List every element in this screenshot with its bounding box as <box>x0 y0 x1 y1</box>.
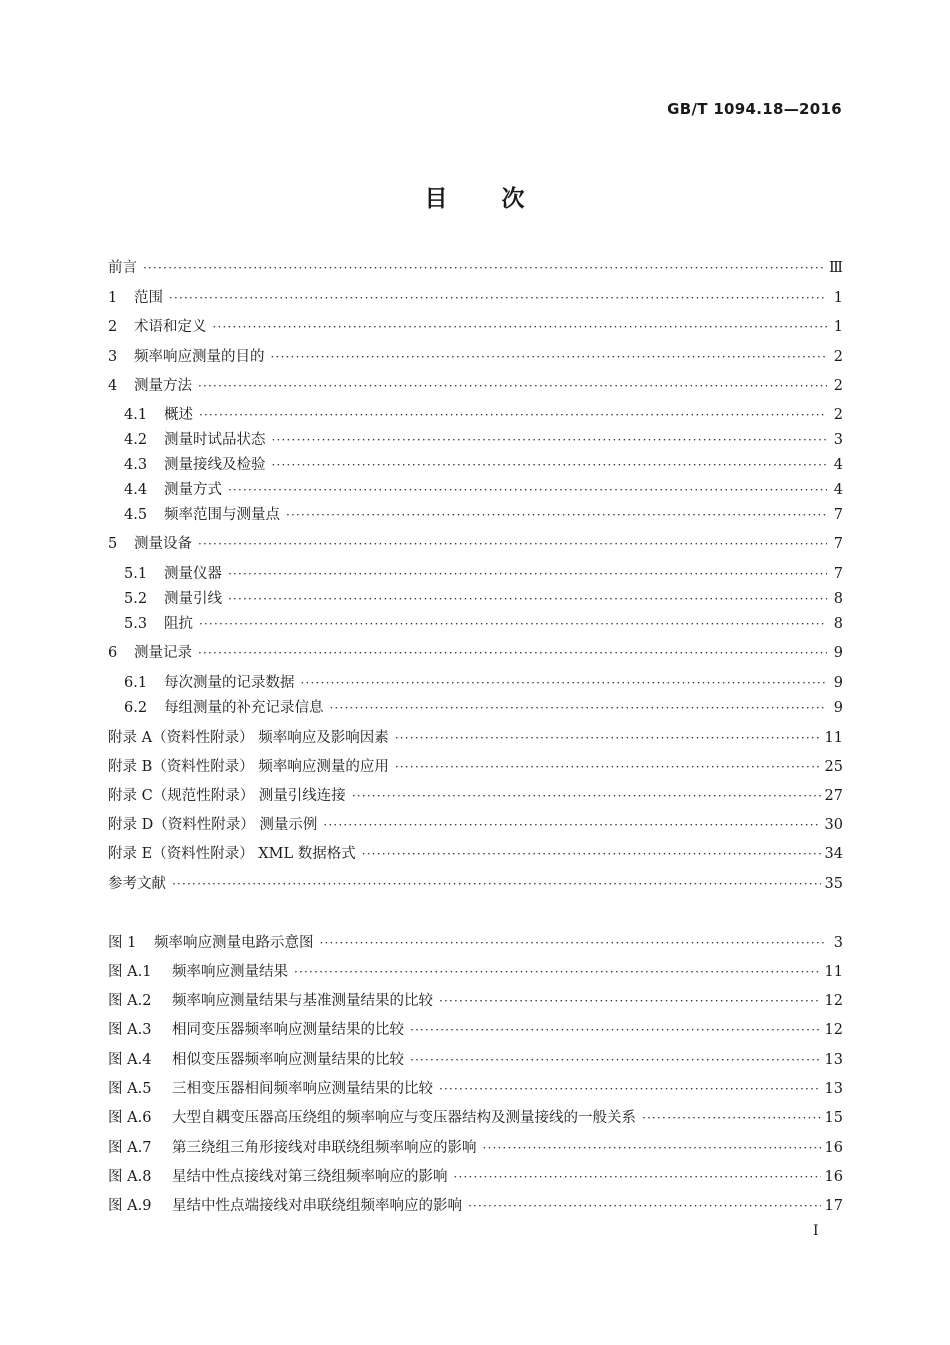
toc-entry-title: 每组测量的补充记录信息 <box>164 700 324 716</box>
toc-entry-number: 4 <box>108 378 118 394</box>
dot-leader <box>362 844 821 864</box>
toc-entry-page: 4 <box>833 482 843 498</box>
toc-entry-number: 1 <box>108 290 118 306</box>
toc-entry-title: 测量接线及检验 <box>164 457 266 473</box>
toc-entry-page: 1 <box>833 319 843 335</box>
dot-leader <box>143 258 825 278</box>
toc-entry-number: 3 <box>108 349 118 365</box>
toc-entry-page: 30 <box>824 817 843 833</box>
toc-entry-title: 前言 <box>108 260 137 276</box>
dot-leader <box>172 874 821 894</box>
toc-entry[interactable] <box>108 258 843 278</box>
toc-entry-title: 大型自耦变压器高压绕组的频率响应与变压器结构及测量接线的一般关系 <box>172 1110 636 1126</box>
dot-leader <box>410 1050 821 1070</box>
toc-entry-title: 频率响应测量电路示意图 <box>154 935 314 951</box>
toc-entry-title: 测量方法 <box>134 378 192 394</box>
toc-entry[interactable] <box>108 505 843 525</box>
dot-leader <box>323 815 820 835</box>
dot-leader <box>286 505 827 525</box>
toc-entry-title: 测量设备 <box>134 536 192 552</box>
dot-leader <box>169 288 827 308</box>
toc-entry-number: 5.3 <box>124 616 148 632</box>
toc-entry-page: 12 <box>824 1022 843 1038</box>
toc-entry-page: Ⅲ <box>829 260 843 276</box>
toc-entry[interactable] <box>108 534 843 554</box>
toc-entry-page: 7 <box>833 507 843 523</box>
toc-entry-number: 图 A.5 <box>108 1081 152 1097</box>
toc-entry[interactable] <box>108 933 843 953</box>
toc-entry-page: 34 <box>824 846 843 862</box>
toc-entry[interactable] <box>108 317 843 337</box>
dot-leader <box>199 405 827 425</box>
dot-leader <box>272 430 828 450</box>
toc-entry-page: 2 <box>833 349 843 365</box>
toc-entry-page: 7 <box>833 536 843 552</box>
toc-entry-page: 8 <box>833 591 843 607</box>
toc-entry-page: 12 <box>824 993 843 1009</box>
toc-entry-number: 6.1 <box>124 675 148 691</box>
dot-leader <box>454 1167 821 1187</box>
toc-entry-title: 测量仪器 <box>164 566 222 582</box>
toc-entry-page: 7 <box>833 566 843 582</box>
toc-entry-number: 4.3 <box>124 457 148 473</box>
dot-leader <box>395 757 821 777</box>
toc-entry[interactable] <box>108 991 843 1011</box>
toc-entry-page: 35 <box>824 876 843 892</box>
toc-entry[interactable] <box>108 1108 843 1128</box>
toc-entry-title: 相似变压器频率响应测量结果的比较 <box>172 1052 404 1068</box>
toc-entry-title: 相同变压器频率响应测量结果的比较 <box>172 1022 404 1038</box>
toc-entry-page: 2 <box>833 378 843 394</box>
toc-entry-page: 13 <box>824 1081 843 1097</box>
toc-entry-title: 第三绕组三角形接线对串联绕组频率响应的影响 <box>172 1140 477 1156</box>
toc-entry[interactable] <box>108 1167 843 1187</box>
toc-entry-number: 4.5 <box>124 507 148 523</box>
toc-entry-number: 5 <box>108 536 118 552</box>
toc-entry-number: 图 A.6 <box>108 1110 152 1126</box>
dot-leader <box>352 786 821 806</box>
toc-entry-number: 图 A.8 <box>108 1169 152 1185</box>
dot-leader <box>228 564 827 584</box>
toc-entry-page: 9 <box>833 645 843 661</box>
toc-entry[interactable] <box>108 1138 843 1158</box>
toc-entry[interactable] <box>108 874 843 894</box>
toc-entry-title: 测量引线 <box>164 591 222 607</box>
toc-entry-page: 25 <box>824 759 843 775</box>
toc-entry-page: 15 <box>824 1110 843 1126</box>
dot-leader <box>272 455 828 475</box>
dot-leader <box>213 317 828 337</box>
toc-entry[interactable] <box>108 614 843 634</box>
toc-entry[interactable] <box>108 564 843 584</box>
toc-entry[interactable] <box>108 786 843 806</box>
toc-entry[interactable] <box>108 1079 843 1099</box>
toc-entry-page: 1 <box>833 290 843 306</box>
toc-entry[interactable] <box>108 673 843 693</box>
toc-entry[interactable] <box>108 589 843 609</box>
dot-leader <box>198 534 827 554</box>
toc-entry[interactable] <box>108 376 843 396</box>
toc-entry-page: 11 <box>824 964 843 980</box>
toc-entry-title: 概述 <box>164 407 193 423</box>
dot-leader <box>271 347 828 367</box>
toc-entry-page: 16 <box>824 1169 843 1185</box>
toc-entry-page: 11 <box>824 730 843 746</box>
dot-leader <box>198 643 827 663</box>
toc-entry-number: 图 A.4 <box>108 1052 152 1068</box>
toc-entry-number: 图 A.3 <box>108 1022 152 1038</box>
dot-leader <box>642 1108 821 1128</box>
toc-entry-title: 附录 D（资料性附录） 测量示例 <box>108 817 318 833</box>
toc-entry-title: 参考文献 <box>108 876 166 892</box>
dot-leader <box>410 1020 821 1040</box>
toc-entry[interactable] <box>108 962 843 982</box>
toc-entry-page: 8 <box>833 616 843 632</box>
dot-leader <box>228 480 827 500</box>
toc-entry[interactable] <box>108 405 843 425</box>
dot-leader <box>395 728 821 748</box>
toc-entry-number: 4.1 <box>124 407 148 423</box>
toc-entry-page: 17 <box>824 1198 843 1214</box>
toc-entry-number: 图 A.2 <box>108 993 152 1009</box>
dot-leader <box>439 1079 821 1099</box>
toc-entry-number: 图 A.7 <box>108 1140 152 1156</box>
toc-entry-page: 9 <box>833 675 843 691</box>
toc-entry-number: 5.2 <box>124 591 148 607</box>
dot-leader <box>468 1196 821 1216</box>
toc-entry-title: 三相变压器相间频率响应测量结果的比较 <box>172 1081 433 1097</box>
toc-entry[interactable] <box>108 643 843 663</box>
toc-entry[interactable] <box>108 844 843 864</box>
toc-entry-title: 测量方式 <box>164 482 222 498</box>
toc-entry-number: 4.4 <box>124 482 148 498</box>
toc-entry-page: 4 <box>833 457 843 473</box>
toc-entry[interactable] <box>108 815 843 835</box>
toc-entry-title: 附录 C（规范性附录） 测量引线连接 <box>108 788 346 804</box>
toc-entry-number: 2 <box>108 319 118 335</box>
toc-entry-number: 图 1 <box>108 935 137 951</box>
page-number: Ⅰ <box>813 1223 819 1239</box>
toc-entry[interactable] <box>108 1050 843 1070</box>
toc-entry[interactable] <box>108 455 843 475</box>
toc-entry-page: 16 <box>824 1140 843 1156</box>
toc-entry-title: 测量记录 <box>134 645 192 661</box>
toc-entry-page: 2 <box>833 407 843 423</box>
toc-entry[interactable] <box>108 288 843 308</box>
toc-entry-page: 13 <box>824 1052 843 1068</box>
page-title: 目 次 <box>424 186 526 212</box>
toc-entry-title: 每次测量的记录数据 <box>164 675 295 691</box>
toc-entry-title: 频率响应测量的目的 <box>134 349 265 365</box>
toc-entry-number: 6 <box>108 645 118 661</box>
toc-entry[interactable] <box>108 430 843 450</box>
toc-entry-title: 阻抗 <box>164 616 193 632</box>
toc-entry-title: 频率响应测量结果 <box>172 964 288 980</box>
toc-entry-page: 9 <box>833 700 843 716</box>
toc-entry-title: 术语和定义 <box>134 319 207 335</box>
toc-entry-title: 附录 A（资料性附录） 频率响应及影响因素 <box>108 730 389 746</box>
toc-entry[interactable] <box>108 698 843 718</box>
toc-entry-title: 星结中性点接线对第三绕组频率响应的影响 <box>172 1169 448 1185</box>
toc-entry-title: 附录 E（资料性附录） XML 数据格式 <box>108 846 356 862</box>
dot-leader <box>330 698 828 718</box>
toc-entry-number: 图 A.9 <box>108 1198 152 1214</box>
dot-leader <box>198 376 827 396</box>
dot-leader <box>439 991 821 1011</box>
dot-leader <box>320 933 828 953</box>
dot-leader <box>199 614 827 634</box>
toc-entry-number: 5.1 <box>124 566 148 582</box>
toc-entry-title: 测量时试品状态 <box>164 432 266 448</box>
toc-entry-title: 范围 <box>134 290 163 306</box>
toc-entry[interactable] <box>108 1020 843 1040</box>
toc-entry-page: 27 <box>824 788 843 804</box>
standard-code: GB/T 1094.18—2016 <box>667 100 842 118</box>
toc-entry-number: 图 A.1 <box>108 964 152 980</box>
dot-leader <box>483 1138 821 1158</box>
toc-entry[interactable] <box>108 480 843 500</box>
dot-leader <box>301 673 828 693</box>
toc-entry[interactable] <box>108 347 843 367</box>
toc-entry-title: 星结中性点端接线对串联绕组频率响应的影响 <box>172 1198 462 1214</box>
toc-entry-number: 6.2 <box>124 700 148 716</box>
toc-entry[interactable] <box>108 757 843 777</box>
toc-entry-title: 频率响应测量结果与基准测量结果的比较 <box>172 993 433 1009</box>
toc-entry-title: 附录 B（资料性附录） 频率响应测量的应用 <box>108 759 389 775</box>
toc-entry-title: 频率范围与测量点 <box>164 507 280 523</box>
toc-entry-page: 3 <box>833 432 843 448</box>
dot-leader <box>228 589 827 609</box>
toc-entry-page: 3 <box>833 935 843 951</box>
toc-entry[interactable] <box>108 1196 843 1216</box>
dot-leader <box>294 962 821 982</box>
toc-entry[interactable] <box>108 728 843 748</box>
toc-entry-number: 4.2 <box>124 432 148 448</box>
